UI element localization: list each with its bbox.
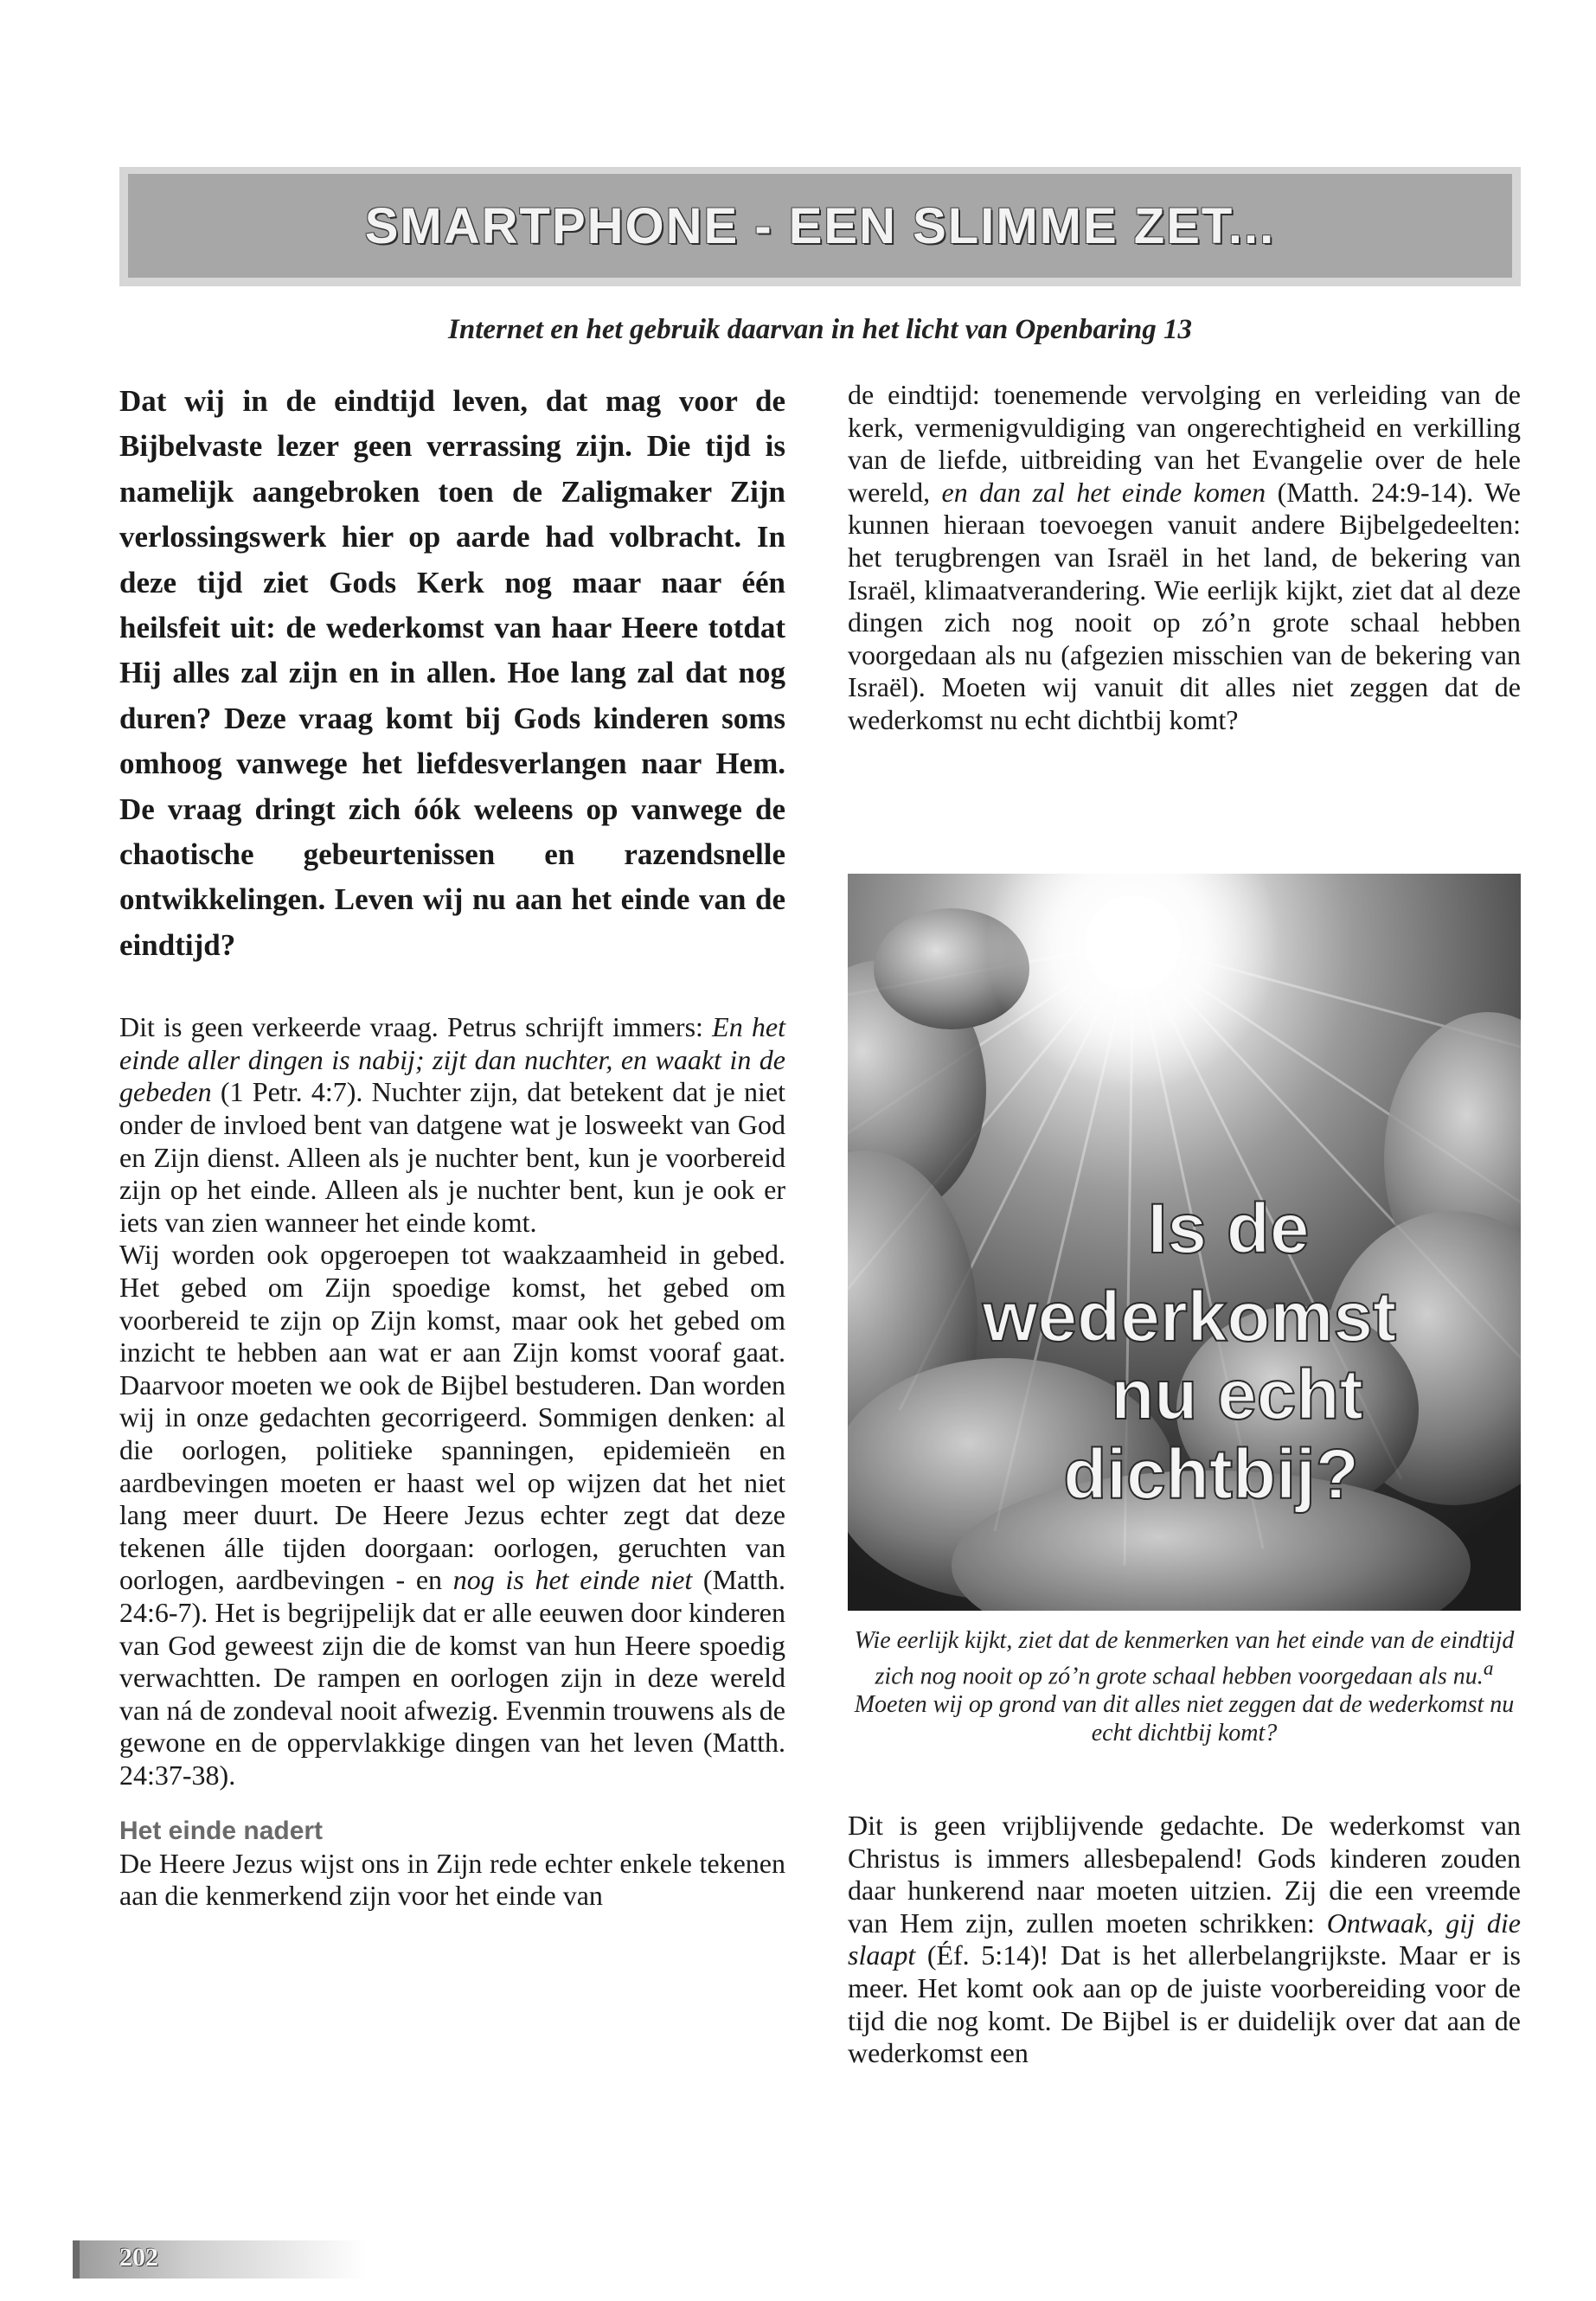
bible-quote: nog is het einde niet (452, 1564, 693, 1596)
bible-quote: en dan zal het einde komen (941, 476, 1266, 508)
text-run: Dit is geen verkeerde vraag. Petrus schrijft immers: (119, 1011, 713, 1043)
bible-quote: Ontwaak, gij die slaapt (848, 1907, 1522, 1971)
text-run: Moeten wij op grond van dit alles niet zeggen dat de wederkomst nu echt dichtbij komt? (854, 1691, 1515, 1747)
section-heading: Het einde nadert (119, 1816, 324, 1845)
right-paragraph-1 (848, 379, 1521, 737)
text-run: Dit is geen vrijblijvende gedachte. De wederkomst van Christus is immers allesbepalend! Gods kinderen zouden daar hunkerend naar moeten uitzien. Zij die een vreemde van Hem zijn, zullen moeten schrikken: (848, 1810, 1521, 1939)
right-column-lower (848, 1810, 1521, 2070)
lead-paragraph: Dat wij in de eindtijd leven, dat mag voor de Bijbelvaste lezer geen verrassing zijn. Die tijd is namelijk aangebroken toen de Zaligmaker Zijn verlossingswerk hier op aarde had volbracht. In deze tijd ziet Gods Kerk nog maar naar één heilsfeit uit: de wederkomst van haar Heere totdat Hij alles zal zijn en in allen. Hoe lang zal dat nog duren? Deze vraag komt bij Gods kinderen soms omhoog vanwege het liefdesverlangen naar Hem. De vraag dringt zich óók weleens op vanwege de chaotische gebeurtenissen en razendsnelle ontwikkelingen. Leven wij nu aan het einde van de eindtijd? (119, 384, 785, 962)
sky-illustration (848, 874, 1521, 1611)
left-column (119, 379, 785, 1913)
right-column (848, 379, 1521, 737)
text-run: Wij worden ook opgeroepen tot waakzaamheid in gebed. Het gebed om Zijn spoedige komst, het gebed om voorbereid te zijn op Zijn komst, maar ook het gebed om inzicht te hebben aan wat er aan Zijn komst vooraf gaat. Daarvoor moeten we ook de Bijbel bestuderen. Dan worden wij in onze gedachten gecorrigeerd. Sommigen denken: al die oorlogen, politieke spanningen, epidemieën en aardbevingen moeten er haast wel op wijzen dat het niet lang meer duurt. De Heere Jezus echter zegt dat deze tekenen álle tijden doorgaan: oorlogen, geruchten van oorlogen, aardbevingen - en (119, 1239, 785, 1596)
article-title: SMARTPHONE - EEN SLIMME ZET... (364, 197, 1276, 254)
figure-line-3: nu echt (1111, 1356, 1363, 1434)
right-paragraph-2 (848, 1810, 1521, 2070)
figure-line-1: Is de (1147, 1189, 1310, 1268)
body-paragraph-1 (119, 1011, 785, 1239)
text-run: (Matth. 24:6-7). Het is begrijpelijk dat er alle eeuwen door kinderen van God geweest zijn die de komst van hun Heere spoedig verwachtten. De rampen en oorlogen zijn in deze wereld van ná de zondeval nooit afwezig. Evenmin trouwens als de gewone en de oppervlakkige dingen van het leven (Matth. 24:37-38). (119, 1564, 786, 1791)
text-run: (1 Petr. 4:7). Nuchter zijn, dat betekent dat je niet onder de invloed bent van datgene wat je losweekt van God en Zijn dienst. Alleen als je nuchter bent, kun je voorbereid zijn op het einde. Alleen als je nuchter bent, kun je ook er iets van zien wanneer het einde komt. (119, 1076, 785, 1238)
page-number-tab (73, 2240, 367, 2279)
page-number-bar (73, 2240, 80, 2279)
title-banner (119, 167, 1521, 286)
sunburst-clouds-image (848, 874, 1521, 1611)
text-run: (Matth. 24:9-14). We kunnen hieraan toevoegen vanuit andere Bijbelgedeelten: het terugbrengen van Israël in het land, de bekering van Israël, klimaatverandering. Wie eerlijk kijkt, ziet dat al deze dingen zich nog nooit op zó’n grote schaal hebben voorgedaan als nu (afgezien misschien van de bekering van Israël). Moeten wij vanuit dit alles niet zeggen dat de wederkomst nu echt dichtbij komt? (848, 476, 1522, 735)
figure-line-4: dichtbij? (1063, 1435, 1359, 1514)
text-run: (Éf. 5:14)! Dat is het allerbelangrijkste. Maar er is meer. Het komt ook aan op de juiste voorbereiding voor de tijd die nog komt. De Bijbel is er duidelijk over dat aan de wederkomst een (848, 1939, 1521, 2069)
body-paragraph-2 (119, 1239, 785, 1791)
body-paragraph-3: De Heere Jezus wijst ons in Zijn rede echter enkele tekenen aan die kenmerkend zijn voor het einde van (119, 1847, 785, 1912)
text-run: Wie eerlijk kijkt, ziet dat de kenmerken van het einde van de eindtijd zich nog nooit op zó’n grote schaal hebben voorgedaan als nu. (854, 1627, 1515, 1690)
bible-quote: En het einde aller dingen is nabij; zijt dan nuchter, en waakt in de gebeden (119, 1011, 786, 1108)
footnote-marker: a (1483, 1657, 1494, 1680)
article-subtitle: Internet en het gebruik daarvan in het licht van Openbaring 13 (448, 314, 1192, 345)
figure-line-2: wederkomst (982, 1278, 1397, 1356)
text-run: de eindtijd: toenemende vervolging en verleiding van de kerk, vermenigvuldiging van ongerechtigheid en verkilling van de liefde, uitbreiding van het Evangelie over de hele wereld, (848, 379, 1521, 508)
caption-text (848, 1626, 1521, 1747)
figure-caption (848, 1626, 1521, 1747)
title-banner-inner (128, 174, 1512, 278)
page-number: 202 (119, 2243, 158, 2272)
